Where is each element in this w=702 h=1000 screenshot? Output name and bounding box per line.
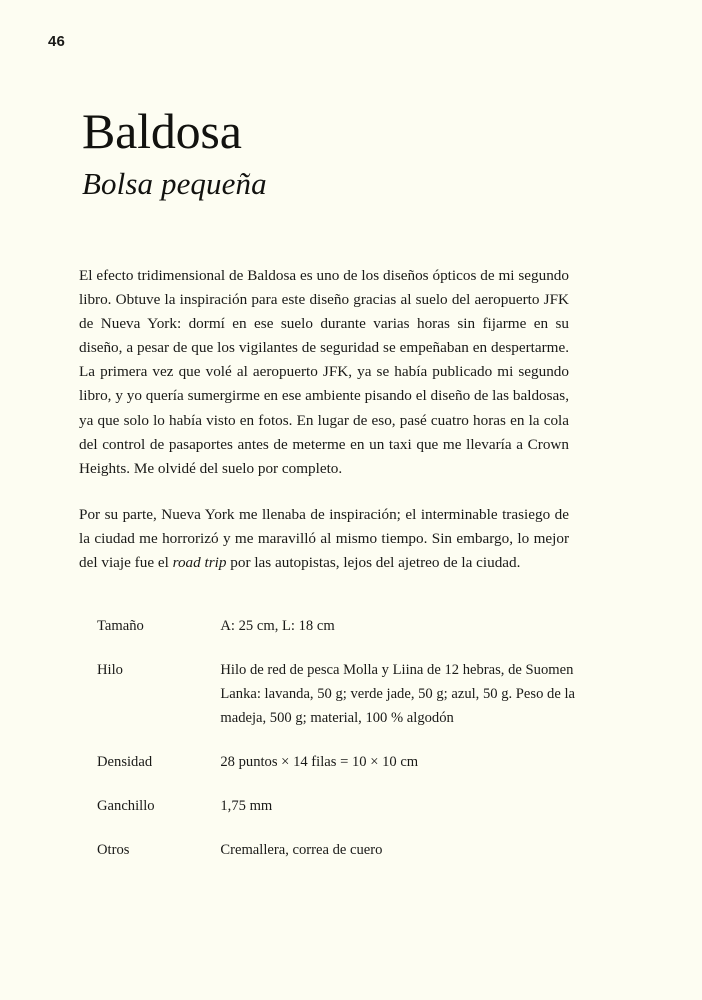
spec-value: 1,75 mm (220, 798, 273, 814)
page-subtitle: Bolsa pequeña (82, 166, 267, 201)
table-row (97, 838, 577, 862)
paragraph-2-segment-1: Por su parte, Nueva York me llenaba de inspiración; el interminable trasiego de la ciudad me horrorizó y me maravilló al mismo tiempo. Sin embargo, lo mejor del viaje fue el (79, 505, 569, 572)
paragraph-2-segment-2: por las autopistas, lejos del ajetreo de la ciudad. (226, 554, 521, 572)
table-row (97, 614, 577, 658)
spec-label: Otros (97, 842, 130, 858)
table-row (97, 658, 577, 750)
spec-label: Densidad (97, 754, 153, 770)
spec-value: Cremallera, correa de cuero (220, 842, 383, 858)
body-text (79, 264, 569, 575)
paragraph-2 (79, 503, 569, 575)
spec-label: Ganchillo (97, 798, 155, 814)
paragraph-2-italic-term: road trip (172, 554, 227, 572)
spec-value: 28 puntos × 14 filas = 10 × 10 cm (220, 754, 419, 770)
spec-label: Hilo (97, 662, 123, 678)
spec-value: A: 25 cm, L: 18 cm (220, 618, 335, 634)
table-row (97, 794, 577, 838)
spec-value: Hilo de red de pesca Molla y Liina de 12 hebras, de Suomen Lanka: lavanda, 50 g; verde jade, 50 g; azul, 50 g. Peso de la madeja, 500 g; material, 100 % algodón (220, 662, 575, 726)
page-title: Baldosa (82, 103, 242, 159)
spec-label: Tamaño (97, 618, 144, 634)
table-row (97, 750, 577, 794)
page-number: 46 (48, 33, 66, 50)
title-block (82, 104, 582, 201)
paragraph-1: El efecto tridimensional de Baldosa es uno de los diseños ópticos de mi segundo libro. Obtuve la inspiración para este diseño gracias al suelo del aeropuerto JFK de Nueva York: dormí en ese suelo durante varias horas sin fijarme en su diseño, a pesar de que los vigilantes de seguridad se empeñaban en despertarme. La primera vez que volé al aeropuerto JFK, ya se había publicado mi segundo libro, y yo quería sumergirme en ese ambiente pisando el diseño de las baldosas, ya que solo lo había visto en fotos. En lugar de eso, pasé cuatro horas en la cola del control de pasaportes antes de meterme en un taxi que me llevaría a Crown Heights. Me olvidé del suelo por completo. (79, 267, 569, 477)
specification-table-body (97, 614, 577, 862)
specification-table (97, 614, 577, 862)
